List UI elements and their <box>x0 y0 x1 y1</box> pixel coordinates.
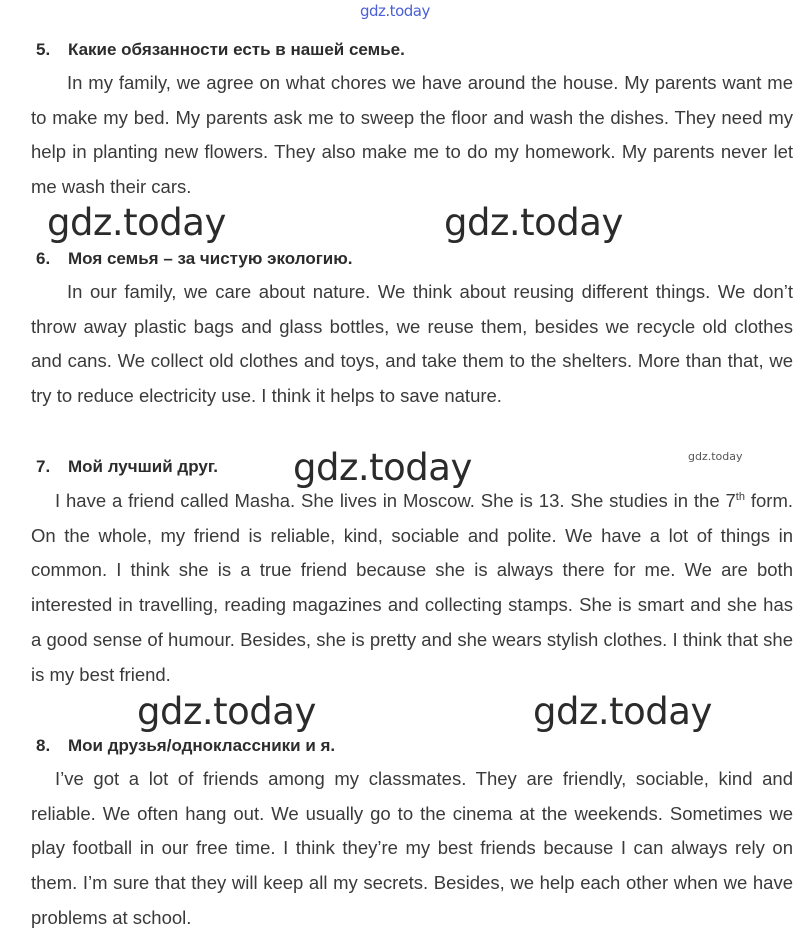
section-5-number: 5. <box>36 40 51 59</box>
watermark-large: gdz.today <box>444 201 623 244</box>
section-7-number: 7. <box>36 457 51 476</box>
section-5-title: Какие обязанности есть в нашей семье. <box>68 40 405 59</box>
section-8-number: 8. <box>36 736 51 755</box>
watermark-large: gdz.today <box>533 690 712 733</box>
section-5-text: In my family, we agree on what chores we have around the house. My parents want me to make my bed. My parents ask me to sweep the floor and wash the dishes. They need my help in planting new flowers. They also make me to do my homework. My parents never let me wash their cars. <box>31 72 793 198</box>
section-6-title: Моя семья – за чистую экологию. <box>68 249 353 268</box>
section-7-text-part2: form. On the whole, my friend is reliable, kind, sociable and polite. We have a lot of things in common. I think she is a true friend because she is always there for me. We are both interested in travelling, reading magazines and collecting stamps. She is smart and she has a good sense of humour. Besides, she is pretty and she wears stylish clothes. I think that she is my best friend. <box>31 490 793 685</box>
superscript: th <box>735 490 745 503</box>
section-7-text <box>31 484 793 692</box>
watermark-large: gdz.today <box>137 690 316 733</box>
section-7-title: Мой лучший друг. <box>68 457 218 476</box>
section-8-heading <box>36 736 335 756</box>
section-6-number: 6. <box>36 249 51 268</box>
watermark-small: gdz.today <box>688 450 743 463</box>
section-7-text-part1: I have a friend called Masha. She lives in Moscow. She is 13. She studies in the 7 <box>55 490 736 511</box>
section-8-title: Мои друзья/одноклассники и я. <box>68 736 336 755</box>
watermark-large: gdz.today <box>47 201 226 244</box>
watermark-large: gdz.today <box>293 446 472 489</box>
section-5-heading <box>36 40 405 60</box>
section-7-heading <box>36 457 218 477</box>
watermark-top: gdz.today <box>360 2 430 20</box>
section-6-text: In our family, we care about nature. We think about reusing different things. We don’t throw away plastic bags and glass bottles, we reuse them, besides we recycle old clothes and cans. We collect old clothes and toys, and take them to the shelters. More than that, we try to reduce electricity use. I think it helps to save nature. <box>31 281 793 407</box>
section-6-heading <box>36 249 352 269</box>
section-8-text: I’ve got a lot of friends among my classmates. They are friendly, sociable, kind and reliable. We often hang out. We usually go to the cinema at the weekends. Sometimes we play football in our free time. I think they’re my best friends because I can always rely on them. I’m sure that they will keep all my secrets. Besides, we help each other when we have problems at school. <box>31 768 793 928</box>
